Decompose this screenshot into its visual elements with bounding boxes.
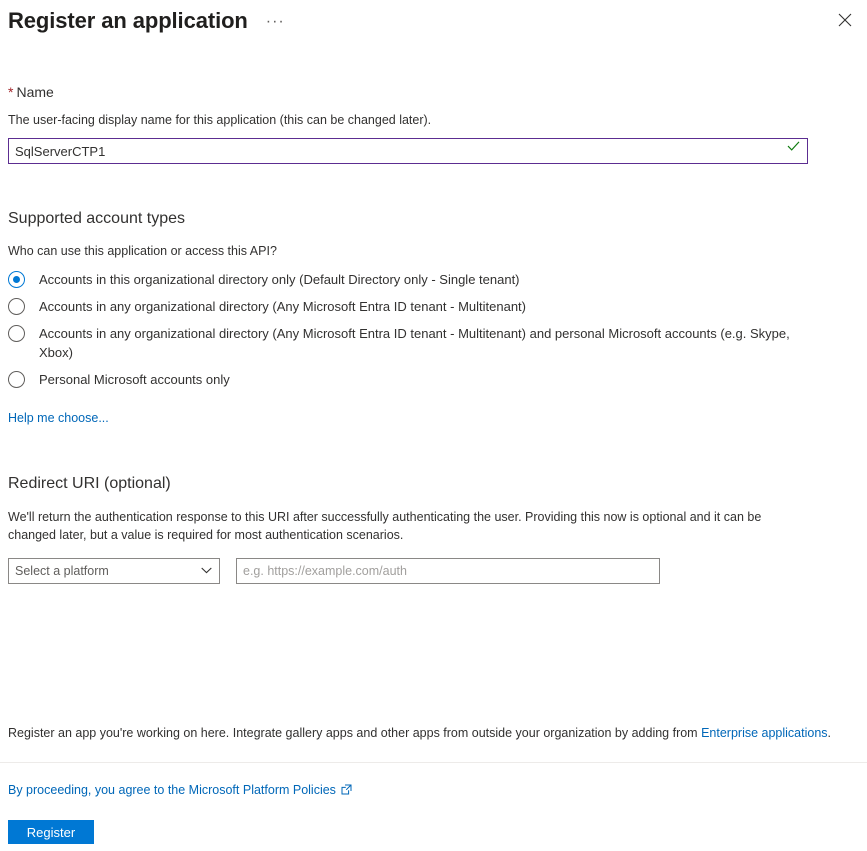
name-label-text: Name xyxy=(16,84,54,100)
radio-icon xyxy=(8,371,25,388)
panel-body xyxy=(0,82,867,584)
radio-label: Accounts in any organizational directory (Any Microsoft Entra ID tenant - Multitenant) and personal Microsoft accounts (e.g. Skype, Xbox) xyxy=(39,326,790,360)
redirect-uri-title: Redirect URI (optional) xyxy=(8,475,171,492)
page-title: Register an application xyxy=(8,8,248,33)
platform-policies-link[interactable]: By proceeding, you agree to the Microsoft Platform Policies xyxy=(8,783,336,797)
panel-header xyxy=(0,0,867,36)
radio-icon xyxy=(8,298,25,315)
footer-note-suffix: . xyxy=(827,726,832,740)
name-description: The user-facing display name for this application (this can be changed later). xyxy=(8,113,432,127)
radio-icon xyxy=(8,271,25,288)
radio-label: Accounts in this organizational directory only (Default Directory only - Single tenant) xyxy=(39,272,520,287)
platform-select[interactable] xyxy=(8,558,220,584)
name-input[interactable] xyxy=(8,138,808,164)
redirect-uri-description: We'll return the authentication response to this URI after successfully authenticating the user. Providing this now is optional and it can be changed later, but a value is required for most authentication scenarios. xyxy=(8,510,762,542)
enterprise-applications-link[interactable]: Enterprise applications xyxy=(701,726,828,740)
radio-icon xyxy=(8,325,25,342)
redirect-uri-row xyxy=(8,558,859,584)
supported-account-types-title: Supported account types xyxy=(8,210,186,227)
radio-option-multitenant-personal[interactable] xyxy=(8,324,859,362)
supported-account-types-subtitle: Who can use this application or access this API? xyxy=(8,244,277,258)
name-label xyxy=(8,82,859,102)
footer-note xyxy=(8,724,859,742)
radio-label: Accounts in any organizational directory (Any Microsoft Entra ID tenant - Multitenant) xyxy=(39,299,526,314)
help-me-choose-link[interactable]: Help me choose... xyxy=(8,411,109,425)
platform-select-value: Select a platform xyxy=(15,564,109,578)
external-link-icon xyxy=(341,784,352,798)
more-options-icon[interactable]: ··· xyxy=(265,13,285,30)
radio-option-single-tenant[interactable] xyxy=(8,270,859,289)
register-button[interactable]: Register xyxy=(8,820,94,844)
radio-option-multitenant[interactable] xyxy=(8,297,859,316)
footer-divider xyxy=(0,762,867,763)
chevron-down-icon xyxy=(201,567,212,576)
name-input-wrapper xyxy=(8,129,808,164)
radio-option-personal-only[interactable] xyxy=(8,370,859,389)
policy-line xyxy=(8,783,352,798)
radio-label: Personal Microsoft accounts only xyxy=(39,372,230,387)
account-type-radio-group xyxy=(8,270,859,389)
required-marker: * xyxy=(8,84,14,100)
footer-note-prefix: Register an app you're working on here. Integrate gallery apps and other apps from outside your organization by adding from xyxy=(8,726,702,740)
close-icon[interactable] xyxy=(833,8,857,32)
redirect-uri-input[interactable] xyxy=(236,558,660,584)
